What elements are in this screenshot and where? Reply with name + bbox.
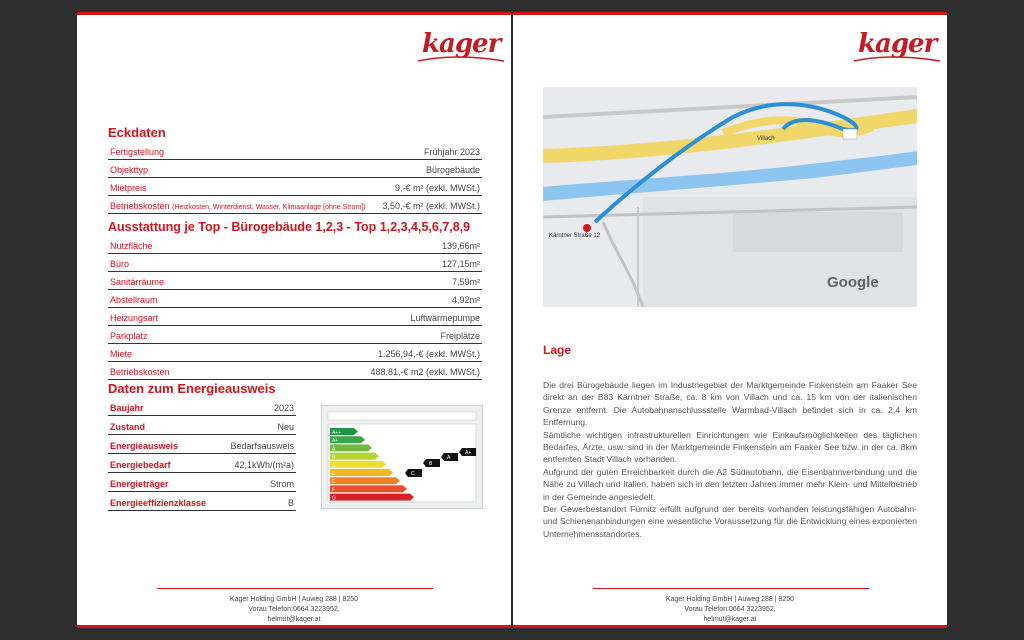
map-label-street: Kärntner Straße 12 xyxy=(549,233,601,239)
energie-row: Energieträger Strom xyxy=(108,475,296,492)
eckdaten-row: Fertigstellung Frühjahr 2023 xyxy=(108,143,482,160)
footer-divider xyxy=(157,588,433,589)
ausstattung-row: Nutzfläche 139,66m² xyxy=(108,237,482,254)
energy-class-label: A+ xyxy=(332,438,339,445)
eckdaten-row: Betriebskosten (Heizkosten, Winterdienst, Wasser, Klimaanlage [ohne Strom]) 3,50,-€ m² (exkl. MWSt.) xyxy=(108,197,482,214)
energie-row: Baujahr 2023 xyxy=(108,399,296,416)
ausstattung-row: Betriebskosten 488,81,-€ m2 (exkl. MWSt.) xyxy=(108,363,482,380)
energy-class-label: B xyxy=(332,454,336,461)
ausstattung-row: Abstellraum 4,92m² xyxy=(108,291,482,308)
footer: Kager Holding GmbH | Auweg 288 | 8250 Vorau Telefon:0664 3223952, helmut@kager.at xyxy=(665,596,795,623)
kager-logo: kager xyxy=(422,29,500,59)
kager-logo: kager xyxy=(858,29,936,59)
energy-class-label: E xyxy=(332,479,336,486)
energy-class-label: A xyxy=(332,446,336,453)
energy-class-bar xyxy=(330,485,407,492)
lage-title: Lage xyxy=(543,343,572,357)
energy-label-chart xyxy=(321,405,483,509)
location-map[interactable] xyxy=(543,87,917,307)
energie-row: Energieausweis Bedarfsausweis xyxy=(108,437,296,454)
eckdaten-row: Mietpreis 9,-€ m² (exkl. MWSt.) xyxy=(108,179,482,196)
energy-class-bar xyxy=(330,469,393,476)
left-page xyxy=(77,12,511,628)
energy-class-label: A++ xyxy=(332,430,342,436)
eckdaten-row: Objekttyp Bürogebäude xyxy=(108,161,482,178)
right-page xyxy=(513,12,947,628)
footer-divider xyxy=(593,588,869,589)
map-label-villach: Villach xyxy=(757,136,775,142)
ausstattung-row: Parkplatz Freiplätze xyxy=(108,327,482,344)
energy-class-bar xyxy=(330,461,386,468)
ausstattung-row: Sanitärräume 7,59m² xyxy=(108,273,482,290)
energy-class-label: G xyxy=(332,495,336,502)
ausstattung-row: Heizungsart Luftwärmepumpe xyxy=(108,309,482,326)
energy-marker-label: C xyxy=(411,471,415,477)
google-logo: Google xyxy=(827,274,879,291)
energie-row: Energiebedarf 42,1kWh/(m²a) xyxy=(108,456,296,473)
energy-class-bar xyxy=(330,453,379,460)
energy-marker-label: A+ xyxy=(465,450,472,456)
energy-class-label: C xyxy=(332,462,336,469)
lage-description: Die drei Bürogebäude liegen im Industriegebiet der Marktgemeinde Finkenstein am Faaker See direkt an der B83 Kärntner Straße, ca. 8 km von Villach und ca. 15 km von der italienischen Grenze entfernt. Die Autobahnanschlussstelle Warmbad-Villach befindet sich in ca. 2,4 km Entfernung. Sämtliche wichtigen infrastrukturellen Einrichtungen wie Einkaufsmöglichkeiten des täglichen Bedarfes, Ärzte, usw. sind in der Marktgemeinde Finkenstein am Faaker See bzw. in der ca. 8km entfernten Stadt Villach vorhanden. Aufgrund der guten Erreichbarkeit durch die A2 Südautobahn, die Eisenbahnverbindung und die Nähe zu Villach und Italien, haben sich in den letzten Jahren immer mehr Klein- und Mittelbetrieb in der Gemeinde angesiedelt. Der Gewerbestandort Fürnitz erfüllt aufgrund der bereits vorhanden leistungsfähigen Autobahn- und Schienenanbindungen eine wesentliche Voraussetzung für die Entwicklung eines exponierten Unternehmensstandortes. xyxy=(543,380,917,539)
energie-row: Energieeffizienzklasse B xyxy=(108,494,296,511)
energy-class-label: F xyxy=(332,487,336,494)
ausstattung-row: Büro 127,15m² xyxy=(108,255,482,272)
energy-class-bar xyxy=(330,494,414,501)
energy-marker-label: A xyxy=(447,455,451,461)
energy-class-label: D xyxy=(332,471,336,477)
footer: Kager Holding GmbH | Auweg 288 | 8250 Vorau Telefon:0664 3223952, helmut@kager.at xyxy=(229,596,359,623)
ausstattung-title: Ausstattung je Top - Bürogebäude 1,2,3 - Top 1,2,3,4,5,6,7,8,9 xyxy=(108,220,471,234)
energy-class-bar xyxy=(330,444,372,451)
energie-title: Daten zum Energieausweis xyxy=(108,381,276,396)
energie-row: Zustand Neu xyxy=(108,418,296,435)
ausstattung-row: Miete 1.256,94,-€ (exkl. MWSt.) xyxy=(108,345,482,362)
eckdaten-title: Eckdaten xyxy=(108,125,166,140)
energy-class-bar xyxy=(330,477,400,484)
energy-marker-label: B xyxy=(429,461,433,467)
